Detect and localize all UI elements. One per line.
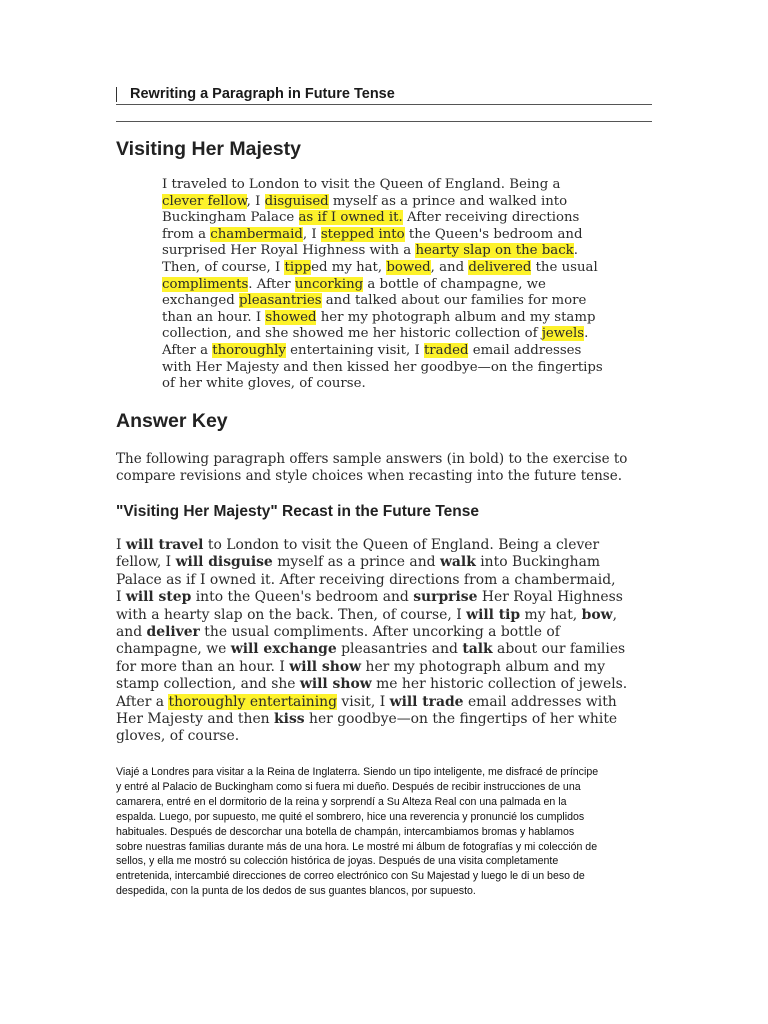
header-tick-mark xyxy=(116,87,117,102)
translation-line: camarera, entré en el dormitorio de la reina y sorprendí a Su Alteza Real con una palmada en la xyxy=(116,795,567,808)
bold-answer: talk xyxy=(462,641,493,658)
text-run: I xyxy=(116,537,126,553)
text-run: exchanged xyxy=(162,293,239,309)
text-run: my hat, xyxy=(520,606,582,623)
text-run: ed my hat, xyxy=(311,259,387,275)
paragraph-line xyxy=(162,260,603,277)
text-run: , and xyxy=(430,259,469,275)
text-run: of her white gloves, of course. xyxy=(162,376,366,392)
highlighted-phrase: clever fellow xyxy=(162,193,247,209)
section-heading-answer-key: Answer Key xyxy=(116,410,228,432)
intro-line xyxy=(116,468,627,485)
text-run: Her Majesty and then xyxy=(116,711,275,728)
text-run: compare revisions and style choices when recasting into the future tense. xyxy=(116,468,623,484)
text-run: a bottle of champagne, we xyxy=(363,276,546,292)
text-run: . xyxy=(573,243,578,259)
paragraph-line xyxy=(162,360,603,377)
text-run: collection, and she showed me her historic collection of xyxy=(162,326,542,342)
bold-answer: kiss xyxy=(274,711,305,728)
recast-subheading: "Visiting Her Majesty" Recast in the Future Tense xyxy=(116,503,479,520)
text-run: After receiving directions xyxy=(402,210,580,226)
text-run: gloves, of course. xyxy=(116,728,240,745)
paragraph-line xyxy=(162,310,603,327)
text-run: After a xyxy=(162,342,213,358)
bold-answer: will show xyxy=(289,658,362,675)
translation-line: despedida, con la punta de los dedos de sus guantes blancos, por supuesto. xyxy=(116,885,476,898)
text-run: champagne, we xyxy=(116,641,231,658)
text-run: the usual compliments. After uncorking a bottle of xyxy=(199,624,560,641)
text-run: . After xyxy=(248,276,295,292)
answer-paragraph xyxy=(116,537,627,746)
text-run: Palace as if I owned it. After receiving directions from a chambermaid, xyxy=(116,571,616,588)
text-run: Her Royal Highness xyxy=(477,589,623,606)
text-run: myself as a prince and walked into xyxy=(328,193,568,209)
highlighted-phrase: as if I owned it. xyxy=(298,210,403,226)
paragraph-line xyxy=(162,376,603,393)
highlighted-phrase: compliments xyxy=(162,276,249,292)
bold-answer: will travel xyxy=(125,537,204,553)
text-run: , I xyxy=(302,226,321,242)
paragraph-line xyxy=(162,194,603,211)
text-run: to London to visit the Queen of England. Being a clever xyxy=(203,537,600,553)
text-run: myself as a prince and xyxy=(272,554,440,571)
answer-line xyxy=(116,607,627,624)
text-run: pleasantries and xyxy=(336,641,463,658)
paragraph-line xyxy=(162,326,603,343)
bold-answer: will tip xyxy=(466,606,521,623)
bold-answer: will trade xyxy=(389,693,464,710)
running-header xyxy=(116,86,652,105)
answer-line xyxy=(116,676,627,693)
text-run: her my photograph album and my xyxy=(361,658,606,675)
answer-line xyxy=(116,711,627,728)
spanish-translation xyxy=(116,765,636,899)
answer-line xyxy=(116,728,627,745)
bold-answer: deliver xyxy=(146,624,200,641)
highlighted-phrase: traded xyxy=(423,342,469,358)
text-run: I traveled to London to visit the Queen of England. Being a xyxy=(162,177,561,192)
answer-key-intro xyxy=(116,451,627,485)
paragraph-line xyxy=(162,293,603,310)
translation-line: sellos, y ella me mostró su colección histórica de joyas. Después de una visita completamente xyxy=(116,855,559,868)
text-run: than an hour. I xyxy=(162,309,266,325)
paragraph-line xyxy=(162,210,603,227)
text-run: and xyxy=(116,624,147,641)
text-run: with a hearty slap on the back. Then, of course, I xyxy=(116,606,467,623)
bold-answer: will show xyxy=(299,676,372,693)
translation-line: espalda. Luego, por supuesto, me quité el sombrero, hice una reverencia y pronuncié los cumplidos xyxy=(116,810,585,823)
highlighted-phrase: thoroughly xyxy=(212,342,286,358)
highlighted-phrase: jewels xyxy=(541,326,585,342)
running-header-title: Rewriting a Paragraph in Future Tense xyxy=(130,86,395,102)
translation-line: y entré al Palacio de Buckingham como si fuera mi dueño. Después de recibir instrucciones de una xyxy=(116,780,581,793)
text-run: visit, I xyxy=(337,693,390,710)
text-run: me her historic collection of jewels. xyxy=(371,676,628,693)
header-divider xyxy=(116,121,652,122)
highlighted-phrase: showed xyxy=(265,309,317,325)
text-run: the usual xyxy=(531,259,598,275)
text-run: and talked about our families for more xyxy=(321,293,587,309)
answer-line xyxy=(116,572,627,589)
translation-line: entretenida, intercambié direcciones de correo electrónico con Su Majestad y luego le di un beso de xyxy=(116,870,585,883)
bold-answer: walk xyxy=(439,554,476,571)
answer-line xyxy=(116,589,627,606)
answer-line xyxy=(116,554,627,571)
paragraph-line xyxy=(162,343,603,360)
highlighted-phrase: bowed xyxy=(386,259,431,275)
translation-line: sobre nuestras familias durante más de una hora. Le mostré mi álbum de fotografías y mi colección de xyxy=(116,840,598,853)
answer-line xyxy=(116,641,627,658)
text-run: into the Queen's bedroom and xyxy=(191,589,414,606)
text-run: I xyxy=(116,589,126,606)
answer-line xyxy=(116,624,627,641)
highlighted-phrase: delivered xyxy=(468,259,532,275)
text-run: surprised Her Royal Highness with a xyxy=(162,243,416,259)
text-run: , xyxy=(612,606,617,623)
text-run: email addresses with xyxy=(463,693,617,710)
text-run: . xyxy=(584,326,589,342)
bold-answer: will exchange xyxy=(230,641,337,658)
text-run: Then, of course, I xyxy=(162,259,285,275)
bold-answer: bow xyxy=(581,606,613,623)
intro-line xyxy=(116,451,627,468)
paragraph-line xyxy=(162,177,603,194)
paragraph-line xyxy=(162,243,603,260)
text-run: , I xyxy=(246,193,265,209)
text-run: entertaining visit, I xyxy=(285,342,424,358)
highlighted-phrase: stepped into xyxy=(320,226,405,242)
section-heading-visiting: Visiting Her Majesty xyxy=(116,138,301,160)
bold-answer: will step xyxy=(125,589,192,606)
text-run: email addresses xyxy=(468,342,582,358)
answer-line xyxy=(116,659,627,676)
highlighted-phrase: hearty slap on the back xyxy=(415,243,574,259)
highlighted-phrase: chambermaid xyxy=(210,226,303,242)
highlighted-phrase: uncorking xyxy=(294,276,364,292)
text-run: After a xyxy=(116,693,169,710)
text-run: into Buckingham xyxy=(475,554,601,571)
paragraph-line xyxy=(162,277,603,294)
answer-line xyxy=(116,537,627,554)
highlighted-phrase: pleasantries xyxy=(239,293,322,309)
highlighted-phrase: thoroughly entertaining xyxy=(168,693,338,710)
bold-answer: surprise xyxy=(413,589,478,606)
text-run: her goodbye—on the fingertips of her white xyxy=(304,711,618,728)
text-run: her my photograph album and my stamp xyxy=(316,309,596,325)
text-run: fellow, I xyxy=(116,554,176,571)
text-run: with Her Majesty and then kissed her goodbye—on the fingertips xyxy=(162,359,603,375)
text-run: Buckingham Palace xyxy=(162,210,299,226)
translation-line: habituales. Después de descorchar una botella de champán, intercambiamos bromas y hablamos xyxy=(116,825,575,838)
highlighted-phrase: disguised xyxy=(264,193,329,209)
text-run: stamp collection, and she xyxy=(116,676,300,693)
text-run: the Queen's bedroom and xyxy=(404,226,583,242)
bold-answer: will disguise xyxy=(175,554,273,571)
text-run: for more than an hour. I xyxy=(116,658,290,675)
translation-line: Viajé a Londres para visitar a la Reina de Inglaterra. Siendo un tipo inteligente, me disfracé de príncipe xyxy=(116,766,599,778)
text-run: The following paragraph offers sample answers (in bold) to the exercise to xyxy=(116,451,628,467)
paragraph-line xyxy=(162,227,603,244)
text-run: about our families xyxy=(492,641,626,658)
text-run: from a xyxy=(162,226,211,242)
highlighted-phrase: tipp xyxy=(284,259,312,275)
answer-line xyxy=(116,694,627,711)
exercise-paragraph xyxy=(162,177,603,393)
